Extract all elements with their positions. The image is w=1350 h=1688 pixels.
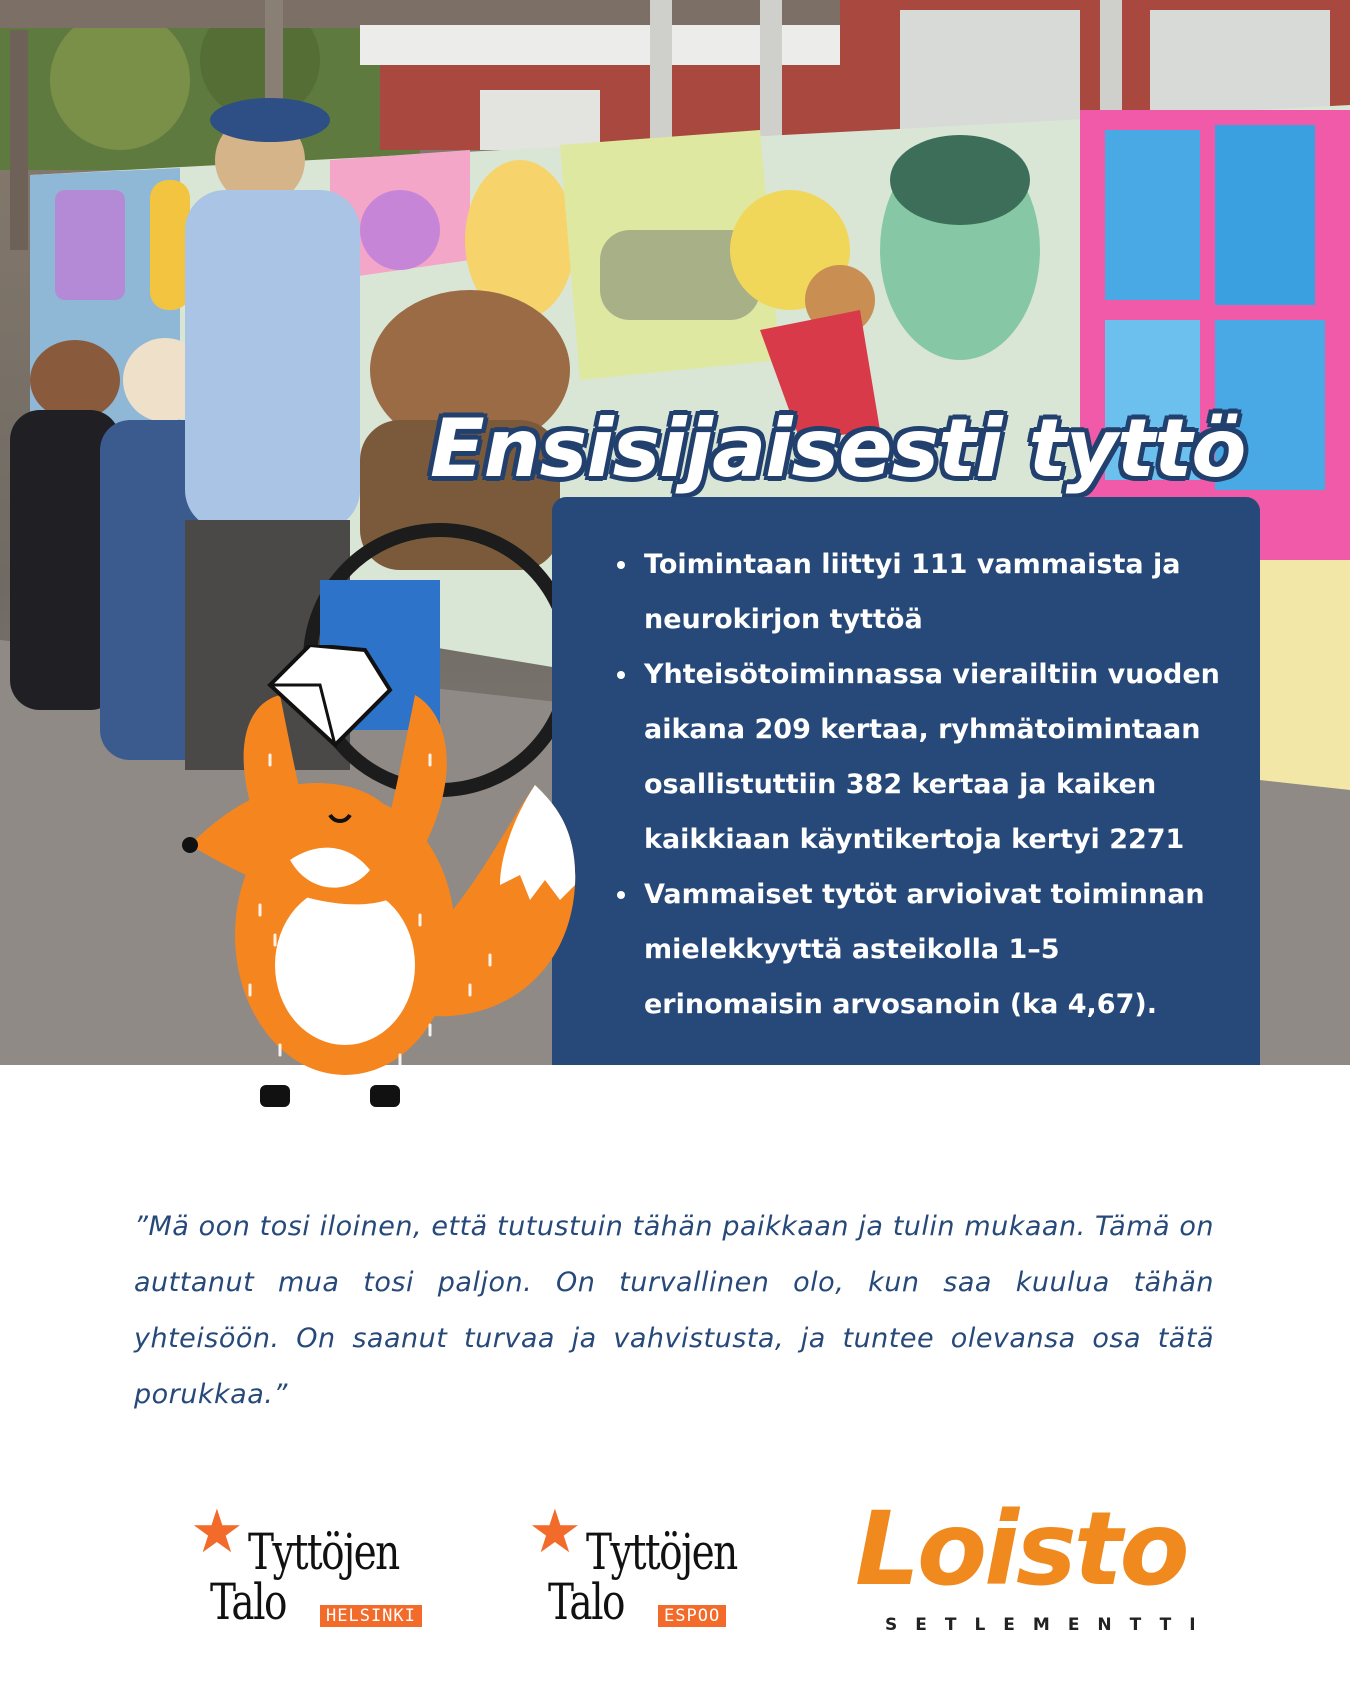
star-icon: ★ [528, 1498, 582, 1565]
star-icon: ★ [190, 1498, 244, 1565]
logo-tyttojen-talo-helsinki [190, 1498, 450, 1645]
logo-loisto-sub: SETLEMENTTI [885, 1615, 1214, 1635]
stats-list [606, 537, 1230, 1032]
logo-loisto-setlementti [855, 1490, 1214, 1650]
testimonial-quote: ”Mä oon tosi iloinen, että tutustuin tähän paikkaan ja tulin mukaan. Tämä on auttanut mua tosi paljon. On turvallinen olo, kun saa kuulua tähän yhteisöön. On saanut turvaa ja vahvistusta, ja tuntee olevansa osa tätä porukkaa.” [134, 1211, 1214, 1410]
logo-loisto-name: Loisto [855, 1490, 1187, 1609]
stats-box [552, 497, 1260, 1065]
logo-helsinki-line2: Talo [210, 1573, 286, 1631]
logo-helsinki-line1: Tyttöjen [248, 1523, 399, 1581]
logo-espoo-line2: Talo [548, 1573, 624, 1631]
stat-item-rating: • Vammaiset tytöt arvioivat toiminnan mielekkyyttä asteikolla 1–5 erinomaisin arvosanoin (ka 4,67). [640, 867, 1230, 1032]
logo-helsinki-badge: HELSINKI [320, 1605, 422, 1627]
headline: Ensisijaisesti tyttö [430, 402, 1246, 495]
logo-tyttojen-talo-espoo [528, 1498, 788, 1645]
logo-espoo-badge: ESPOO [658, 1605, 726, 1627]
fox-mascot-icon [170, 645, 600, 1115]
stat-item-visits: • Yhteisötoiminnassa vierailtiin vuoden aikana 209 kertaa, ryhmätoimintaan osallistuttiin 382 kertaa ja kaiken kaikkiaan käyntikertoja kertyi 2271 [640, 647, 1230, 867]
stat-item-participants: • Toimintaan liittyi 111 vammaista ja neurokirjon tyttöä [640, 537, 1230, 647]
logo-espoo-line1: Tyttöjen [586, 1523, 737, 1581]
